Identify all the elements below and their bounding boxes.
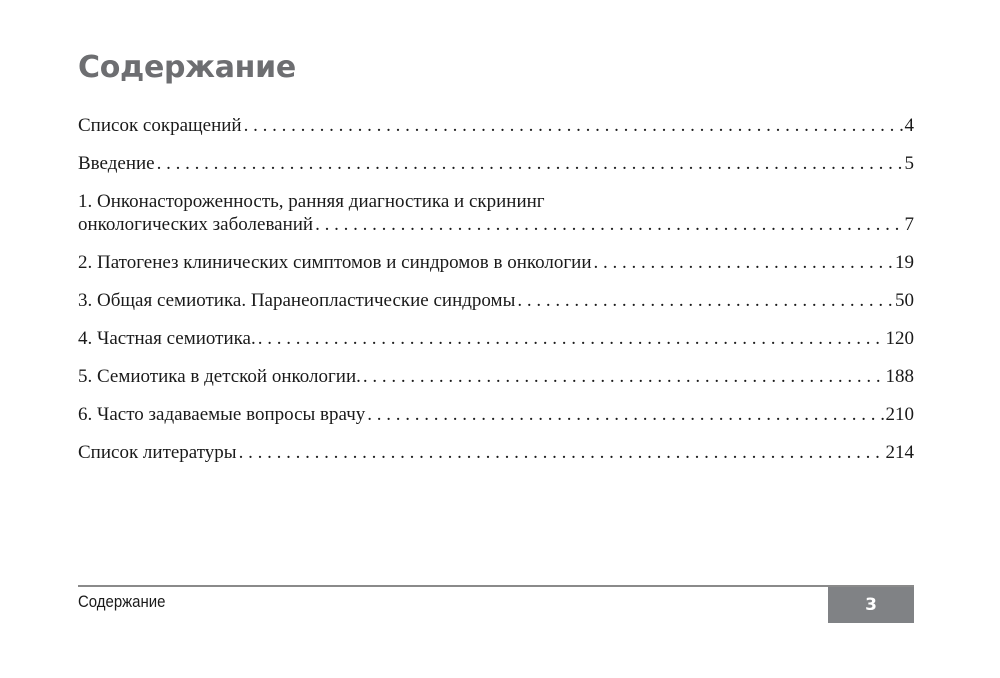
- toc-entry-references[interactable]: [78, 441, 914, 464]
- toc-entry-abbreviations[interactable]: [78, 114, 914, 137]
- toc-entry-page: 210: [885, 404, 914, 425]
- dot-leader: [517, 289, 893, 312]
- toc-entry-page: 19: [895, 252, 914, 273]
- toc-entry-page: 120: [885, 328, 914, 349]
- toc-entry-title: 2. Патогенез клинических симптомов и синдромов в онкологии: [78, 252, 592, 273]
- toc-entry-page: 4: [904, 115, 914, 136]
- toc-entry-title: 4. Частная семиотика.: [78, 328, 256, 349]
- toc-entry-title: 5. Семиотика в детской онкологии.: [78, 366, 361, 387]
- dot-leader: [258, 327, 884, 350]
- toc-entry-page: 188: [885, 366, 914, 387]
- dot-leader: [239, 441, 884, 464]
- toc-entry-page: 5: [904, 153, 914, 174]
- toc-entry-title: онкологических заболеваний: [78, 214, 314, 235]
- page-title: Содержание: [78, 50, 296, 85]
- toc-entry-chapter-4[interactable]: [78, 327, 914, 350]
- toc-entry-chapter-1[interactable]: [78, 190, 914, 236]
- dot-leader: [244, 114, 903, 137]
- dot-leader: [315, 213, 902, 236]
- toc-entry-chapter-2[interactable]: [78, 251, 914, 274]
- footer-divider: [78, 585, 914, 587]
- dot-leader: [367, 403, 883, 426]
- toc-entry-title: 6. Часто задаваемые вопросы врачу: [78, 404, 366, 425]
- dot-leader: [157, 152, 903, 175]
- toc-entry-title: 3. Общая семиотика. Паранеопластические синдромы: [78, 290, 516, 311]
- toc-entry-title: Введение: [78, 153, 155, 174]
- footer-page-number: 3: [828, 587, 914, 623]
- toc-entry-chapter-6[interactable]: [78, 403, 914, 426]
- toc-entry-title: Список сокращений: [78, 115, 242, 136]
- toc-entry-chapter-5[interactable]: [78, 365, 914, 388]
- toc-entry-introduction[interactable]: [78, 152, 914, 175]
- toc-entry-page: 214: [885, 442, 914, 463]
- toc-entry-title: Список литературы: [78, 442, 237, 463]
- dot-leader: [363, 365, 884, 388]
- dot-leader: [594, 251, 893, 274]
- table-of-contents: [78, 114, 914, 479]
- toc-entry-title-line1: 1. Онконастороженность, ранняя диагностика и скрининг: [78, 191, 545, 212]
- footer-section-label: Содержание: [78, 592, 166, 611]
- toc-entry-page: 50: [895, 290, 914, 311]
- toc-entry-chapter-3[interactable]: [78, 289, 914, 312]
- toc-entry-page: 7: [904, 214, 914, 235]
